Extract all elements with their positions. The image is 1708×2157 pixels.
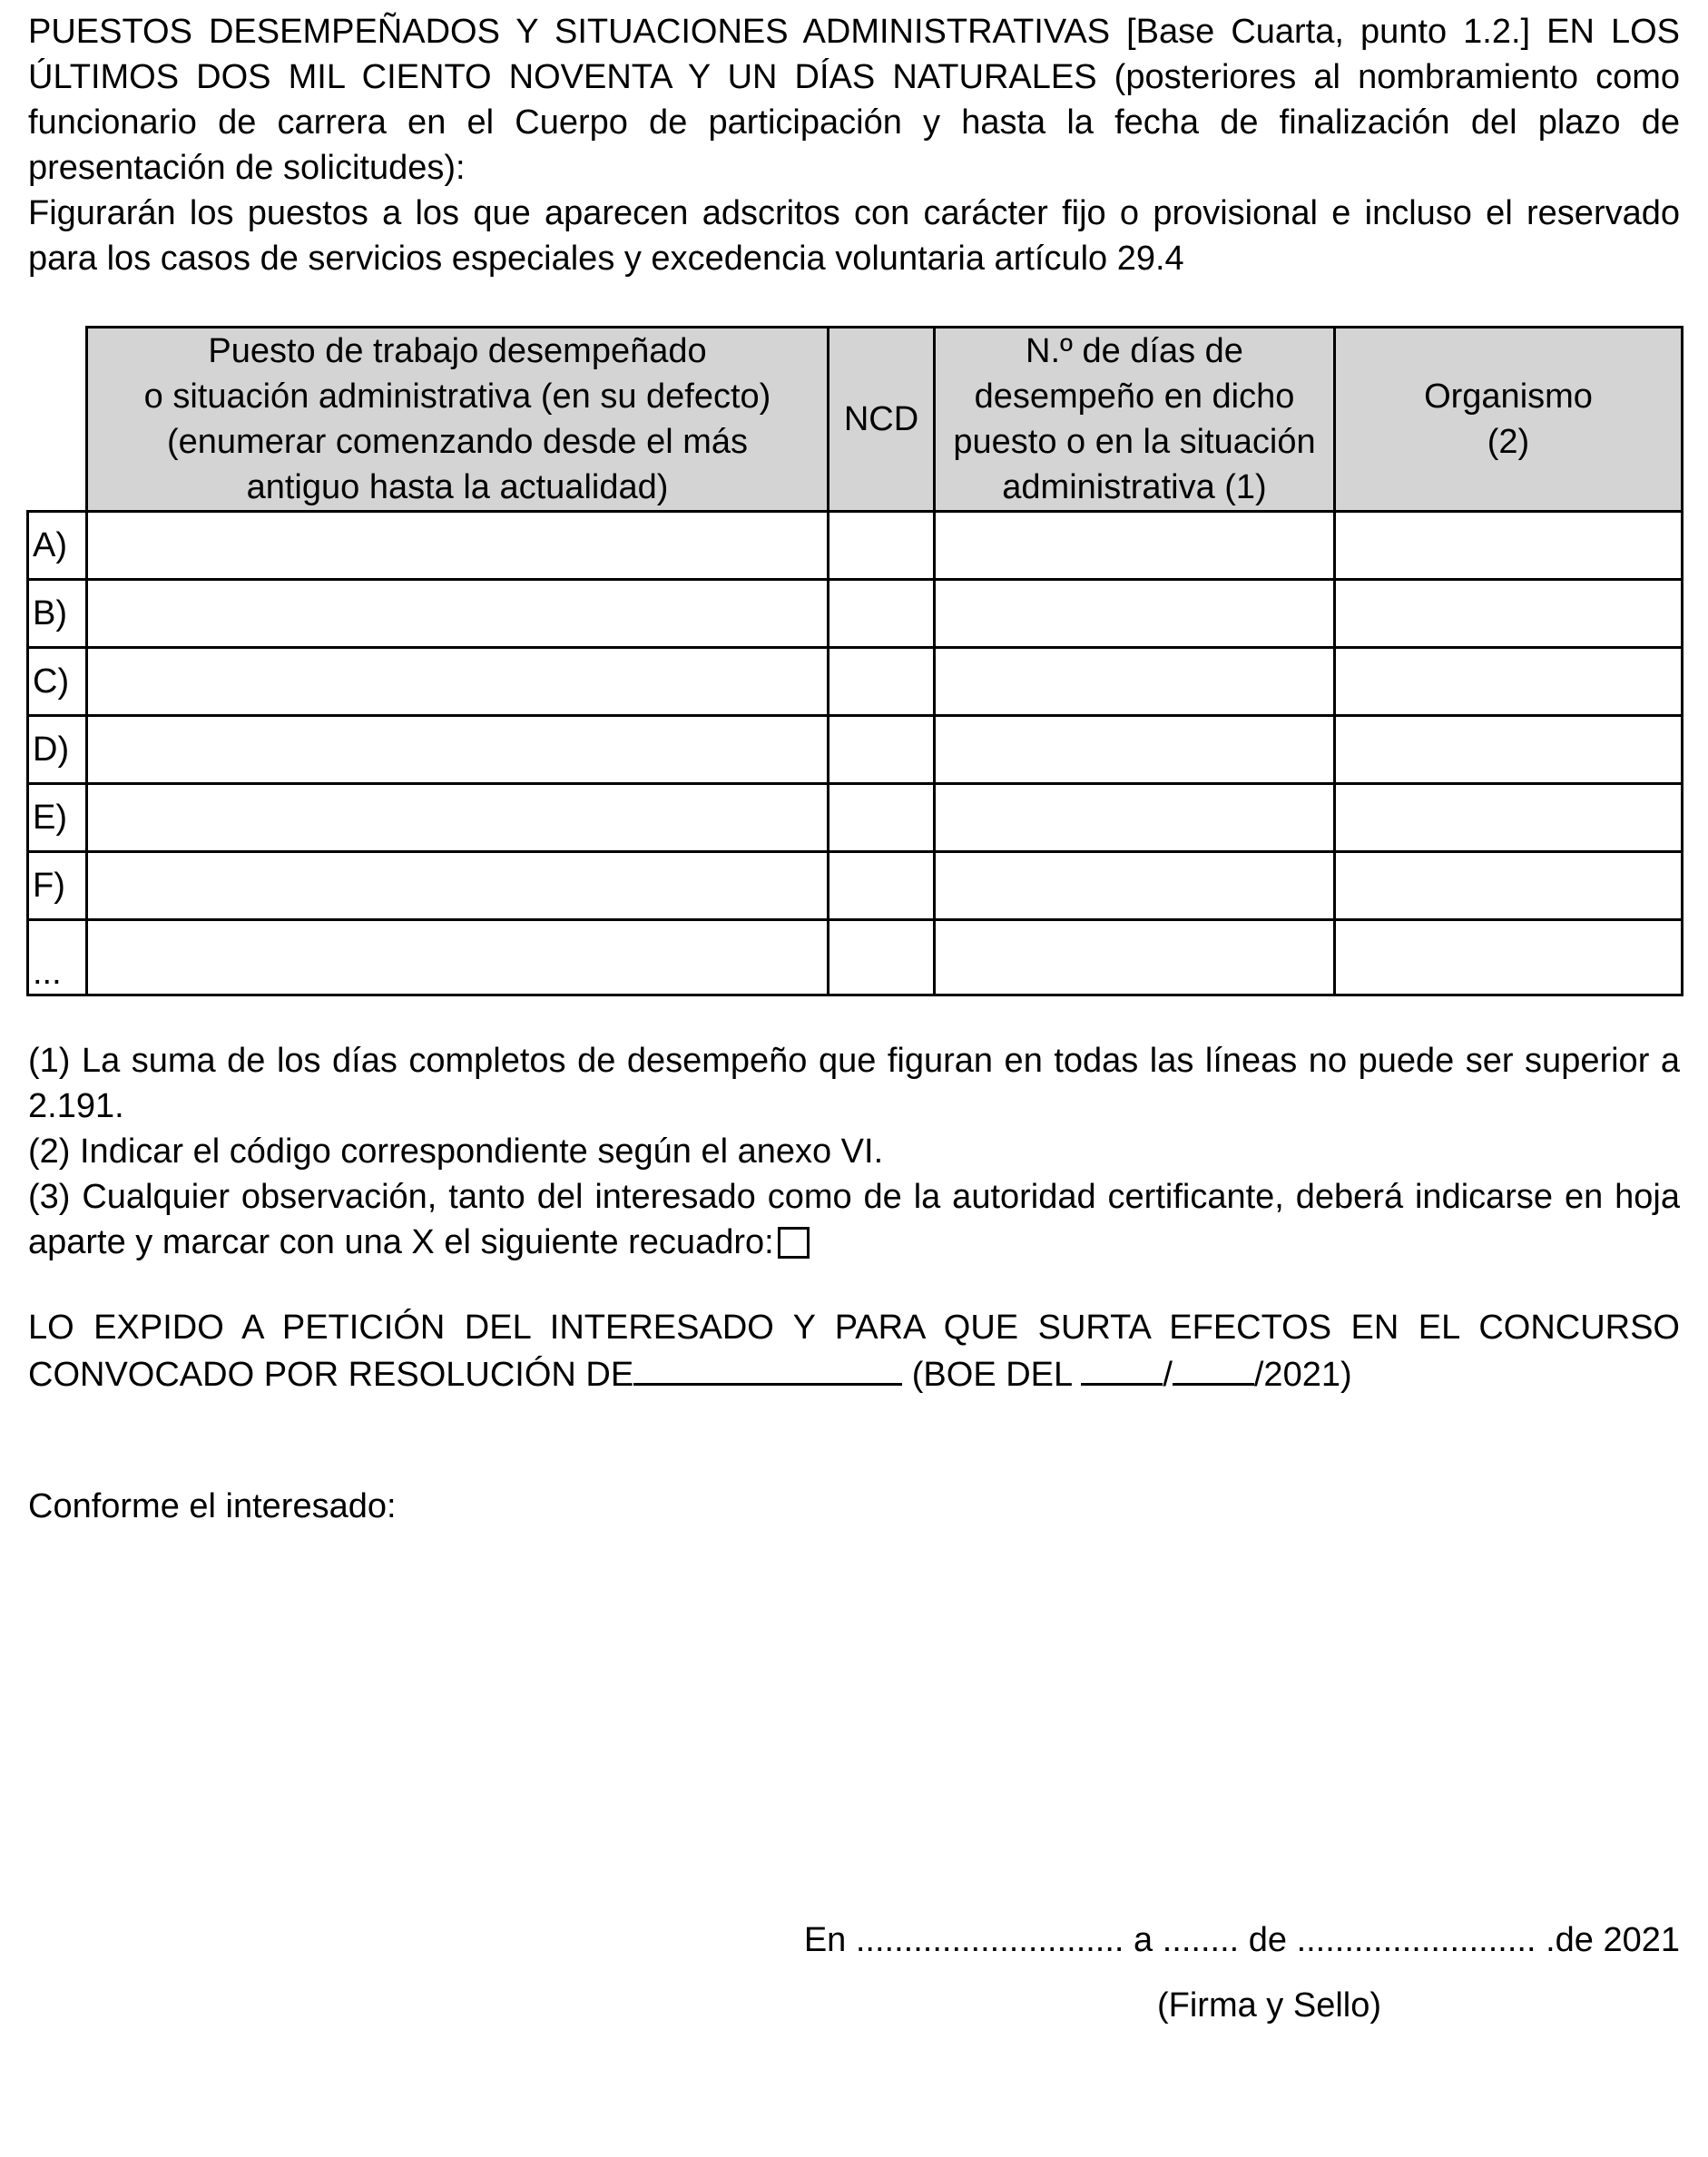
header-dias-line: administrativa (1) xyxy=(1002,468,1267,506)
header-organismo-line: Organismo xyxy=(1424,377,1593,416)
intro-instruction: Figurarán los puestos a los que aparecen adscritos con carácter fijo o provisional e incluso el reservado para los casos de servicios especiales y excedencia voluntaria artículo 29.4 xyxy=(28,194,1680,278)
intro-section xyxy=(28,9,1680,281)
resolution-blank-field[interactable] xyxy=(633,1350,902,1386)
cell-puesto[interactable] xyxy=(87,580,829,648)
place-date-line: En ............................ a ........ de ......................... .de 2021 xyxy=(803,1921,1680,1959)
row-label: A) xyxy=(28,512,87,580)
cell-dias[interactable] xyxy=(935,784,1335,852)
boe-day-blank-field[interactable] xyxy=(1081,1350,1163,1386)
cell-puesto[interactable] xyxy=(87,648,829,716)
header-ncd-label: NCD xyxy=(843,400,919,438)
cell-puesto[interactable] xyxy=(87,512,829,580)
footnote-3 xyxy=(28,1174,1680,1265)
table-row xyxy=(28,580,1683,648)
cell-puesto[interactable] xyxy=(87,784,829,852)
intro-heading: PUESTOS DESEMPEÑADOS Y SITUACIONES ADMINISTRATIVAS [Base Cuarta, punto 1.2.] EN LOS ÚLTIMOS DOS MIL CIENTO NOVENTA Y UN DÍAS NATURALES (posteriores al nombramiento como funcionario de carrera en el Cuerpo de participación y hasta la fecha de finalización del plazo de presentación de solicitudes): xyxy=(28,13,1680,187)
table-header-blank xyxy=(28,328,87,512)
boe-month-blank-field[interactable] xyxy=(1173,1350,1254,1386)
footnote-1: (1) La suma de los días completos de desempeño que figuran en todas las líneas no puede ser superior a 2.191. xyxy=(28,1042,1680,1125)
cell-puesto[interactable] xyxy=(87,920,829,995)
cell-ncd[interactable] xyxy=(829,580,935,648)
table-row xyxy=(28,920,1683,995)
cell-dias[interactable] xyxy=(935,512,1335,580)
footnotes xyxy=(28,1038,1680,1265)
certification-line-2 xyxy=(28,1350,1680,1397)
cell-dias[interactable] xyxy=(935,920,1335,995)
signature-label: (Firma y Sello) xyxy=(1157,1986,1382,2025)
row-label: F) xyxy=(28,852,87,920)
certification-statement xyxy=(28,1305,1680,1397)
header-organismo-line: (2) xyxy=(1487,423,1530,461)
cell-puesto[interactable] xyxy=(87,852,829,920)
cell-organismo[interactable] xyxy=(1335,648,1683,716)
table-row xyxy=(28,716,1683,784)
cell-ncd[interactable] xyxy=(829,648,935,716)
cell-organismo[interactable] xyxy=(1335,716,1683,784)
row-label: E) xyxy=(28,784,87,852)
cell-organismo[interactable] xyxy=(1335,920,1683,995)
header-dias xyxy=(935,328,1335,512)
cell-organismo[interactable] xyxy=(1335,512,1683,580)
cell-dias[interactable] xyxy=(935,580,1335,648)
table-row xyxy=(28,852,1683,920)
conforme-label: Conforme el interesado: xyxy=(28,1487,397,1525)
positions-table xyxy=(26,326,1683,996)
table-row xyxy=(28,512,1683,580)
header-ncd xyxy=(829,328,935,512)
header-organismo xyxy=(1335,328,1683,512)
header-dias-line: puesto o en la situación xyxy=(953,423,1316,461)
header-puesto-line: (enumerar comenzando desde el más xyxy=(166,423,748,461)
cell-organismo[interactable] xyxy=(1335,852,1683,920)
cell-dias[interactable] xyxy=(935,716,1335,784)
header-puesto xyxy=(87,328,829,512)
footnote-3-text: (3) Cualquier observación, tanto del interesado como de la autoridad certificante, deberá indicarse en hoja aparte y marcar con una X el siguiente recuadro: xyxy=(28,1178,1680,1261)
row-label: B) xyxy=(28,580,87,648)
convocado-label: CONVOCADO POR RESOLUCIÓN DE xyxy=(28,1356,634,1394)
cell-organismo[interactable] xyxy=(1335,784,1683,852)
cell-ncd[interactable] xyxy=(829,512,935,580)
cell-ncd[interactable] xyxy=(829,716,935,784)
table-header-row xyxy=(28,328,1683,512)
cell-dias[interactable] xyxy=(935,648,1335,716)
footnote-2: (2) Indicar el código correspondiente según el anexo VI. xyxy=(28,1132,884,1171)
cell-ncd[interactable] xyxy=(829,920,935,995)
row-label: D) xyxy=(28,716,87,784)
table-row xyxy=(28,648,1683,716)
cell-dias[interactable] xyxy=(935,852,1335,920)
header-puesto-line: Puesto de trabajo desempeñado xyxy=(208,332,707,370)
certification-line-1: LO EXPIDO A PETICIÓN DEL INTERESADO Y PARA QUE SURTA EFECTOS EN EL CONCURSO xyxy=(28,1309,1680,1347)
date-slash: / xyxy=(1163,1356,1173,1394)
header-puesto-line: o situación administrativa (en su defecto) xyxy=(143,377,771,416)
cell-ncd[interactable] xyxy=(829,784,935,852)
cell-puesto[interactable] xyxy=(87,716,829,784)
table-row xyxy=(28,784,1683,852)
row-label: C) xyxy=(28,648,87,716)
cell-organismo[interactable] xyxy=(1335,580,1683,648)
observations-checkbox[interactable] xyxy=(778,1227,810,1259)
header-dias-line: N.º de días de xyxy=(1026,332,1243,370)
header-puesto-line: antiguo hasta la actualidad) xyxy=(246,468,669,506)
boe-label: (BOE DEL xyxy=(902,1356,1082,1394)
row-label: ... xyxy=(28,920,87,995)
cell-ncd[interactable] xyxy=(829,852,935,920)
year-label: /2021) xyxy=(1253,1356,1352,1394)
header-dias-line: desempeño en dicho xyxy=(974,377,1295,416)
